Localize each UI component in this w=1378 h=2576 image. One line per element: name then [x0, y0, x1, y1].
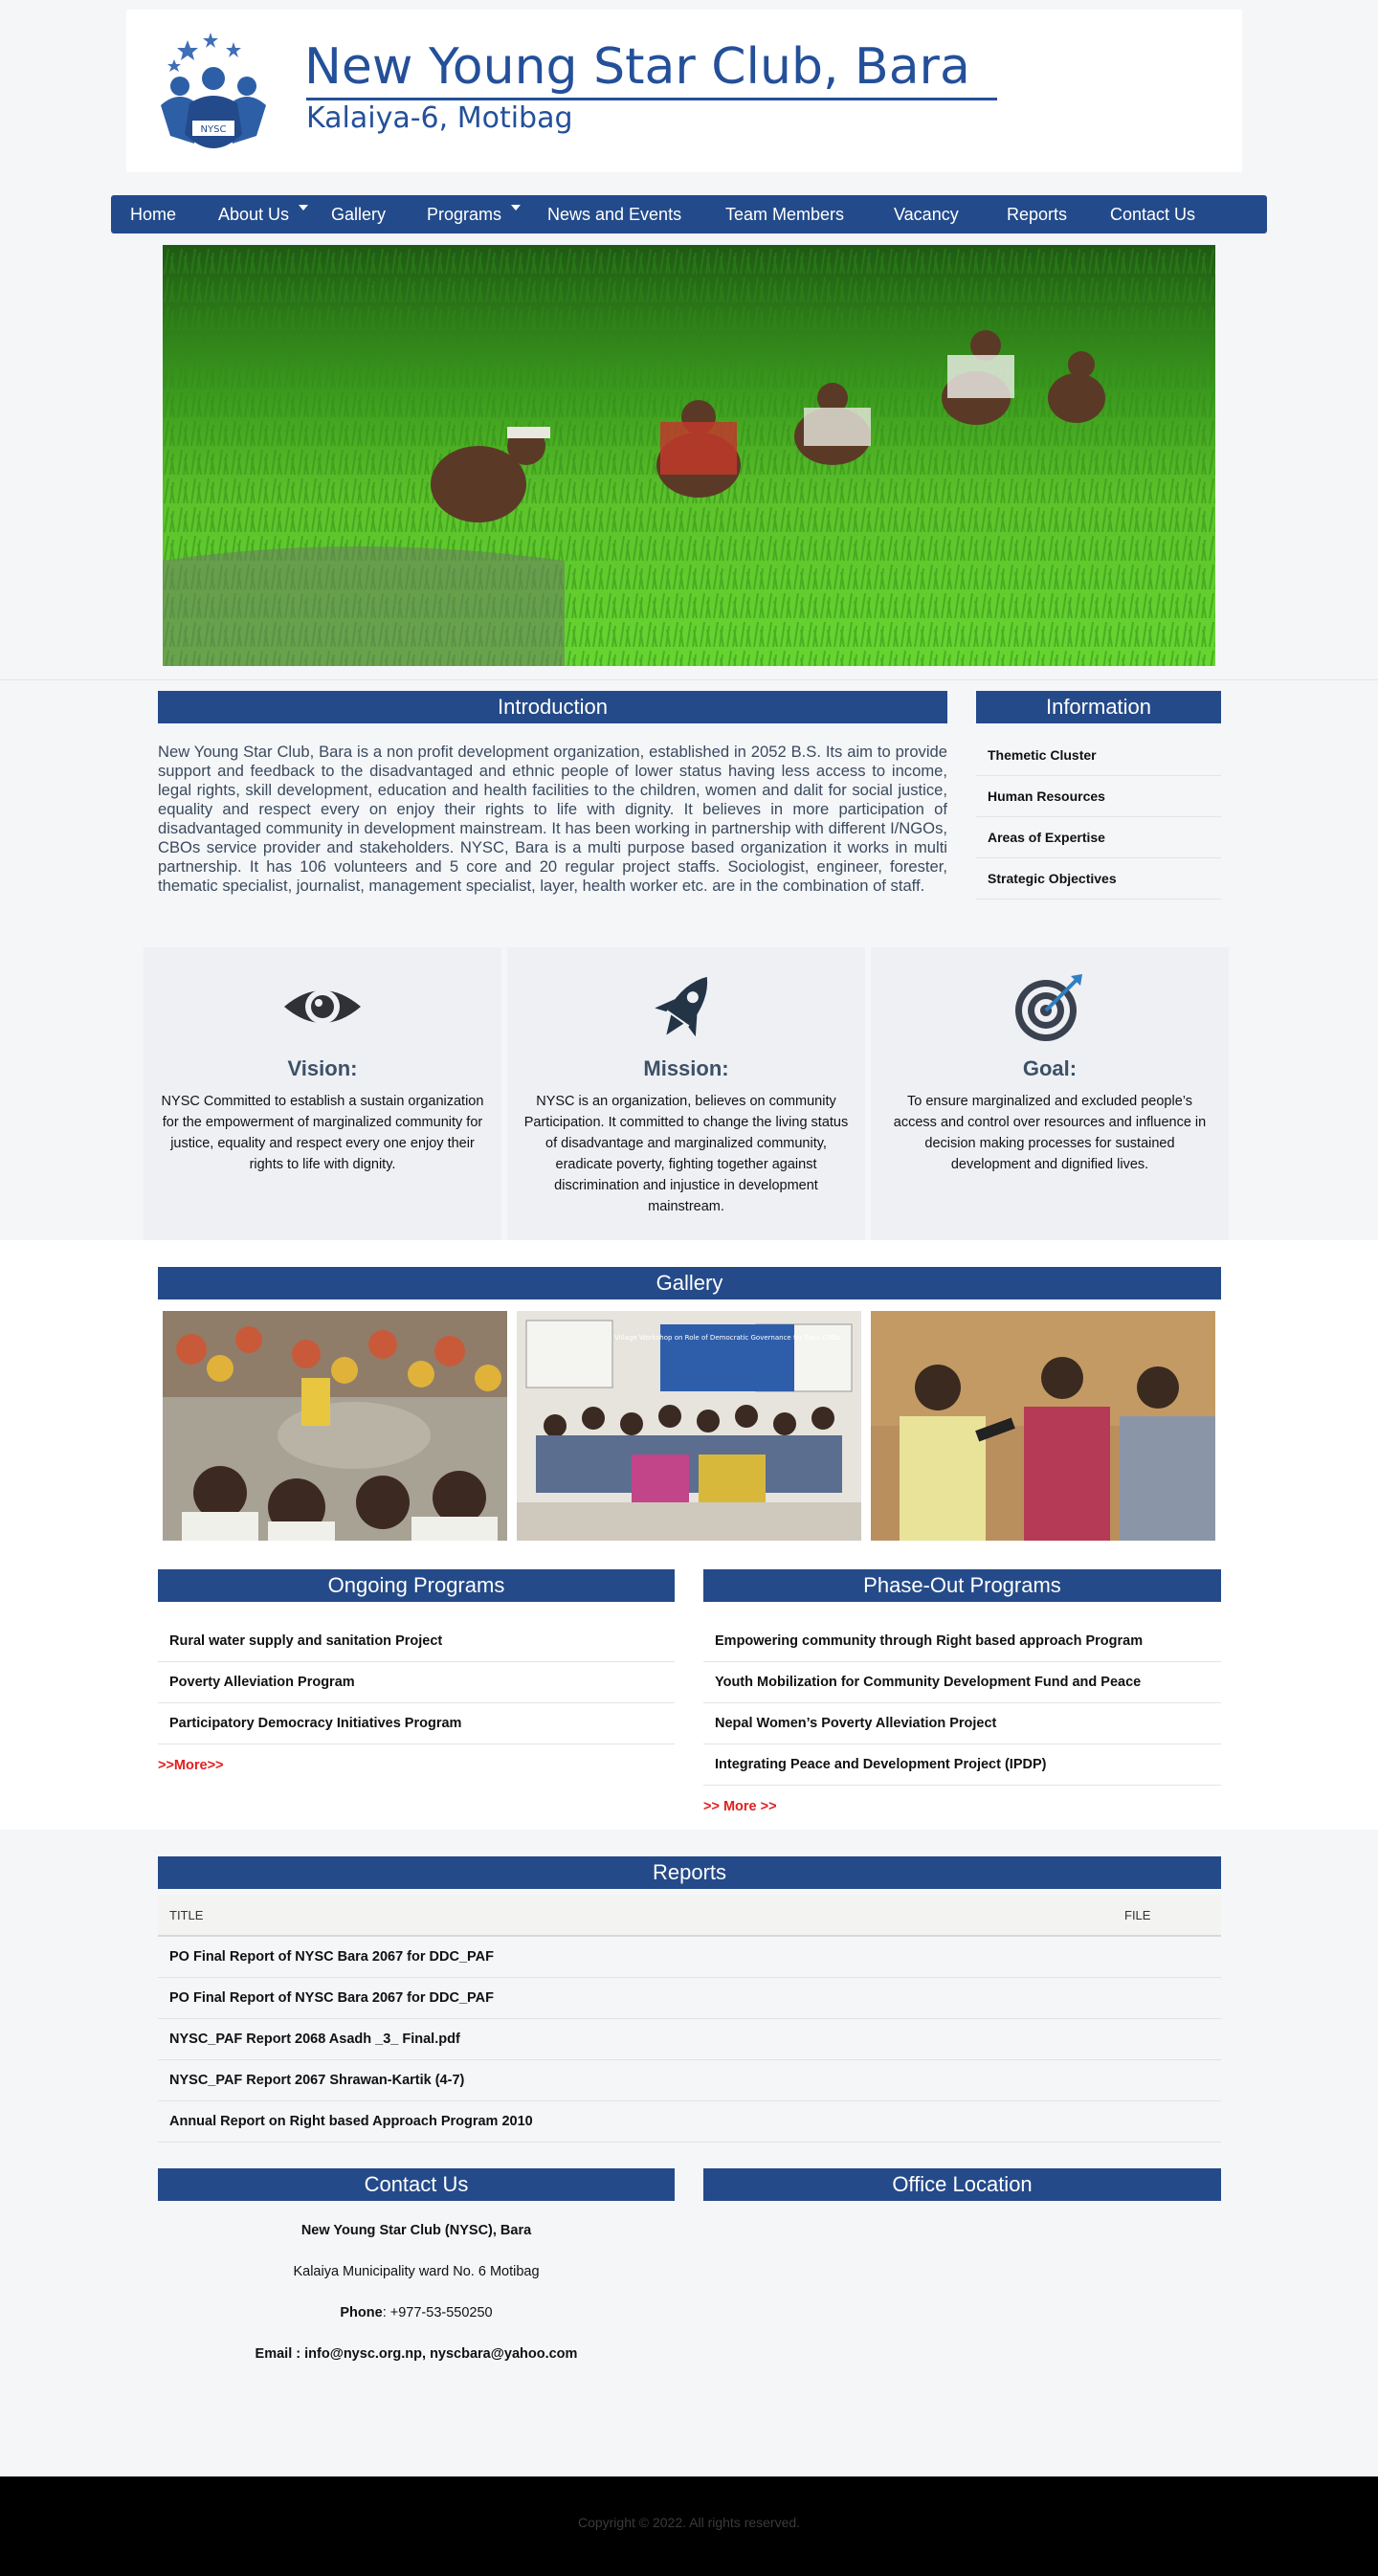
nav-home[interactable]: Home	[130, 205, 177, 224]
phaseout-program-item[interactable]: Empowering community through Right based approach Program	[703, 1621, 1221, 1662]
report-row[interactable]: NYSC_PAF Report 2067 Shrawan-Kartik (4-7)	[158, 2060, 1221, 2101]
information-list	[976, 735, 1221, 899]
phaseout-program-item[interactable]: Nepal Women’s Poverty Alleviation Project	[703, 1703, 1221, 1744]
contact-phone	[158, 2293, 675, 2334]
phaseout-programs-heading: Phase-Out Programs	[703, 1569, 1221, 1602]
nav-news-and-events[interactable]: News and Events	[547, 205, 682, 224]
site-header	[126, 10, 1242, 172]
hero-image-rice-field	[163, 245, 1215, 666]
goal-card	[871, 947, 1229, 1240]
ongoing-programs-heading: Ongoing Programs	[158, 1569, 675, 1602]
nav-team-members[interactable]: Team Members	[725, 205, 845, 224]
mission-text: NYSC is an organization, believes on community Participation. It committed to change the living status of disadvantage and marginalized community, eradicate poverty, fighting together against discrimination and injustice in development mainstream.	[523, 1094, 849, 1214]
ongoing-program-item[interactable]: Rural water supply and sanitation Project	[158, 1621, 675, 1662]
contact-org-name: New Young Star Club (NYSC), Bara	[300, 2223, 532, 2238]
vision-text: NYSC Committed to establish a sustain organization for the empowerment of marginalized community for justice, equality and respect every one enjoy their rights to life with dignity.	[161, 1094, 484, 1172]
nav-reports[interactable]: Reports	[1007, 205, 1068, 224]
introduction-heading: Introduction	[158, 691, 947, 723]
info-link-areas-of-expertise[interactable]: Areas of Expertise	[976, 817, 1221, 858]
contact-heading: Contact Us	[158, 2168, 675, 2201]
office-location-heading: Office Location	[703, 2168, 1221, 2201]
mission-card	[507, 947, 865, 1240]
phaseout-program-item[interactable]: Youth Mobilization for Community Development Fund and Peace	[703, 1662, 1221, 1703]
phone-number[interactable]: : +977-53-550250	[382, 2305, 493, 2321]
site-subtitle: Kalaiya-6, Motibag	[306, 101, 573, 135]
info-link-thematic-cluster[interactable]: Themetic Cluster	[976, 735, 1221, 776]
nav-gallery[interactable]: Gallery	[331, 205, 387, 224]
caret-down-icon	[511, 205, 521, 211]
info-link-strategic-objectives[interactable]: Strategic Objectives	[976, 858, 1221, 899]
nav-vacancy[interactable]: Vacancy	[894, 205, 959, 224]
contact-details	[158, 2210, 675, 2375]
main-nav	[111, 195, 1267, 233]
copyright-text: Copyright © 2022. All rights reserved.	[577, 2515, 801, 2530]
caret-down-icon	[299, 205, 308, 211]
nysc-logo[interactable]	[151, 29, 276, 163]
svg-text:Village Workshop on Role of De: Village Workshop on Role of Democratic Governance for Bara CSOs	[614, 1334, 840, 1342]
section-divider	[0, 679, 1378, 680]
contact-email[interactable]: Email : info@nysc.org.np, nyscbara@yahoo.com	[255, 2346, 578, 2362]
info-link-human-resources[interactable]: Human Resources	[976, 776, 1221, 817]
reports-table-header	[158, 1895, 1221, 1937]
ongoing-more-link[interactable]: >>More>>	[158, 1758, 224, 1773]
phone-label: Phone	[340, 2305, 383, 2321]
gallery-photo-workshop-group[interactable]	[517, 1311, 861, 1541]
introduction-text: New Young Star Club, Bara is a non profit development organization, established in 2052 B.S. Its aim to provide support and feedback to the disadvantaged and ethnic people of lower status having less access to income, legal rights, skill development, education and health facilities to the children, women and dalit for social justice, equality and respect every on enjoy their rights to life with dignity. It believes in more participation of disadvantaged community in development mainstream. It has been working in partnership with different I/NGOs, CBOs service provider and stakeholders. NYSC, Bara is a multi purpose based organization it works in multi partnership. It has 106 volunteers and 5 core and 20 regular project staffs. Sociologist, engineer, forester, thematic specialist, journalist, management specialist, layer, health worker etc. are in the combination of staff.	[158, 743, 947, 895]
svg-text:NYSC: NYSC	[200, 124, 227, 135]
phaseout-more-link[interactable]: >> More >>	[703, 1799, 777, 1814]
report-row[interactable]: PO Final Report of NYSC Bara 2067 for DDC_PAF	[158, 1978, 1221, 2019]
vision-heading: Vision:	[287, 1056, 358, 1080]
report-row[interactable]: PO Final Report of NYSC Bara 2067 for DDC_PAF	[158, 1937, 1221, 1978]
gallery-photo-radio-interview[interactable]	[871, 1311, 1215, 1541]
contact-address: Kalaiya Municipality ward No. 6 Motibag	[293, 2264, 540, 2279]
target-icon	[1011, 968, 1088, 1045]
gallery-heading: Gallery	[158, 1267, 1221, 1299]
site-footer	[0, 2476, 1378, 2576]
ongoing-program-item[interactable]: Poverty Alleviation Program	[158, 1662, 675, 1703]
nav-about-us[interactable]: About Us	[218, 195, 308, 233]
ongoing-programs-list	[158, 1621, 675, 1744]
information-heading: Information	[976, 691, 1221, 723]
report-row[interactable]: NYSC_PAF Report 2068 Asadh _3_ Final.pdf	[158, 2019, 1221, 2060]
nav-programs[interactable]: Programs	[427, 195, 521, 233]
eye-icon	[284, 968, 361, 1045]
reports-heading: Reports	[158, 1856, 1221, 1889]
vision-card	[144, 947, 501, 1240]
ongoing-program-item[interactable]: Participatory Democracy Initiatives Program	[158, 1703, 675, 1744]
column-file: FILE	[1124, 1908, 1151, 1922]
site-title[interactable]: New Young Star Club, Bara	[304, 38, 970, 96]
mission-heading: Mission:	[643, 1056, 729, 1080]
reports-table	[158, 1895, 1221, 2143]
column-title: TITLE	[169, 1908, 204, 1922]
report-row[interactable]: Annual Report on Right based Approach Program 2010	[158, 2101, 1221, 2143]
phaseout-programs-list	[703, 1621, 1221, 1786]
goal-text: To ensure marginalized and excluded people’s access and control over resources and influence in decision making processes for sustained development and dignified lives.	[893, 1094, 1207, 1172]
title-underline	[306, 98, 997, 100]
goal-heading: Goal:	[1022, 1056, 1078, 1080]
phaseout-program-item[interactable]: Integrating Peace and Development Project (IPDP)	[703, 1744, 1221, 1786]
gallery-photo-community-meeting[interactable]	[163, 1311, 507, 1541]
rocket-icon	[648, 968, 724, 1045]
nav-contact-us[interactable]: Contact Us	[1110, 205, 1196, 224]
